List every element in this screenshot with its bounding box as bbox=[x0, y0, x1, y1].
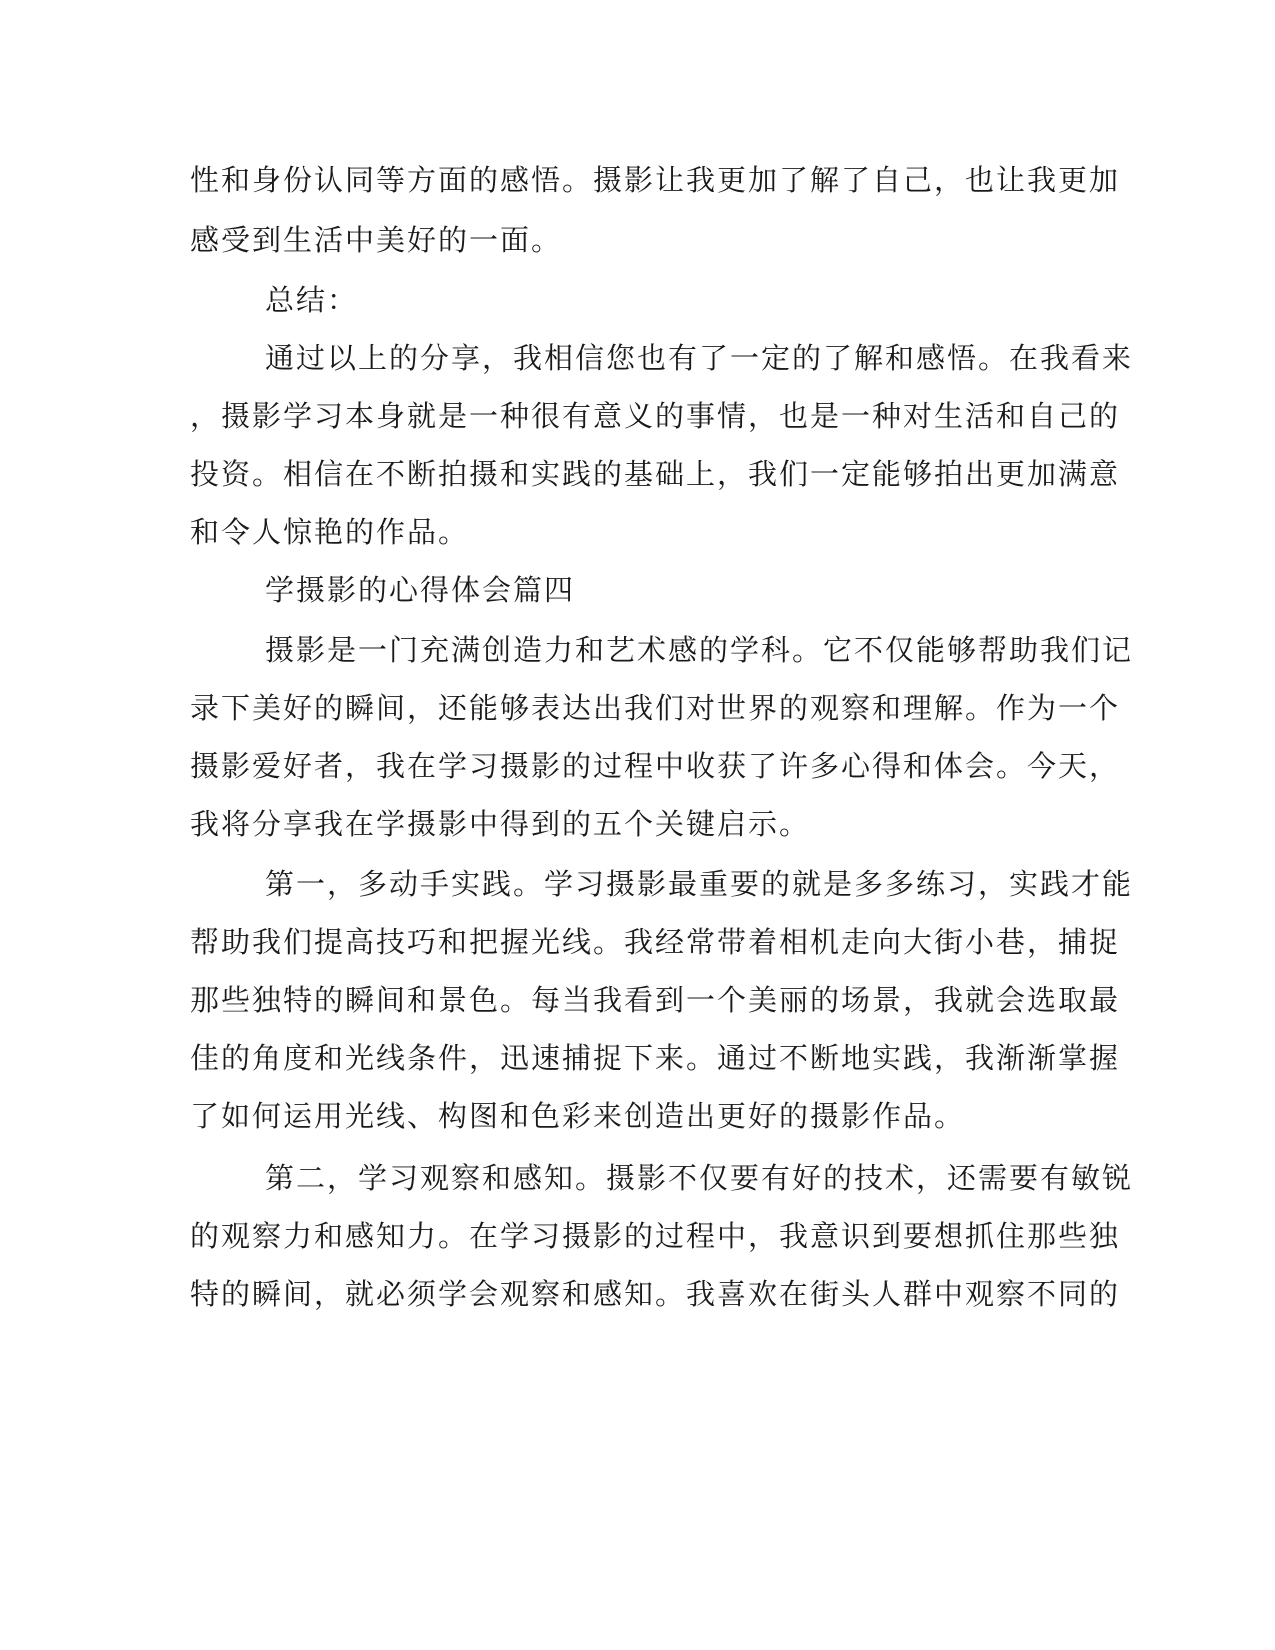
text-line: 摄影是一门充满创造力和艺术感的学科。它不仅能够帮助我们记 bbox=[265, 633, 1134, 667]
text-line: 的观察力和感知力。在学习摄影的过程中，我意识到要想抓住那些独 bbox=[190, 1219, 1121, 1253]
text-line: 我将分享我在学摄影中得到的五个关键启示。 bbox=[190, 807, 811, 841]
text-line: 录下美好的瞬间，还能够表达出我们对世界的观察和理解。作为一个 bbox=[190, 691, 1121, 725]
text-line: 通过以上的分享，我相信您也有了一定的了解和感悟。在我看来 bbox=[265, 341, 1134, 375]
text-line: 佳的角度和光线条件，迅速捕捉下来。通过不断地实践，我渐渐掌握 bbox=[190, 1041, 1121, 1075]
section-heading: 总结： bbox=[265, 283, 359, 317]
text-line: 性和身份认同等方面的感悟。摄影让我更加了解了自己，也让我更加 bbox=[190, 163, 1121, 197]
text-line: 第二，学习观察和感知。摄影不仅要有好的技术，还需要有敏锐 bbox=[265, 1161, 1134, 1195]
text-line: 和令人惊艳的作品。 bbox=[190, 515, 470, 549]
text-line: 了如何运用光线、构图和色彩来创造出更好的摄影作品。 bbox=[190, 1099, 966, 1133]
section-title: 学摄影的心得体会篇四 bbox=[265, 573, 576, 607]
text-line: 投资。相信在不断拍摄和实践的基础上，我们一定能够拍出更加满意 bbox=[190, 457, 1121, 491]
text-line: 摄影爱好者，我在学习摄影的过程中收获了许多心得和体会。今天， bbox=[190, 749, 1121, 783]
text-line: 特的瞬间，就必须学会观察和感知。我喜欢在街头人群中观察不同的 bbox=[190, 1277, 1121, 1311]
text-line: 感受到生活中美好的一面。 bbox=[190, 223, 563, 257]
text-line: 第一，多动手实践。学习摄影最重要的就是多多练习，实践才能 bbox=[265, 867, 1134, 901]
text-line: ，摄影学习本身就是一种很有意义的事情，也是一种对生活和自己的 bbox=[190, 399, 1121, 433]
text-line: 那些独特的瞬间和景色。每当我看到一个美丽的场景，我就会选取最 bbox=[190, 983, 1121, 1017]
text-line: 帮助我们提高技巧和把握光线。我经常带着相机走向大街小巷，捕捉 bbox=[190, 925, 1121, 959]
